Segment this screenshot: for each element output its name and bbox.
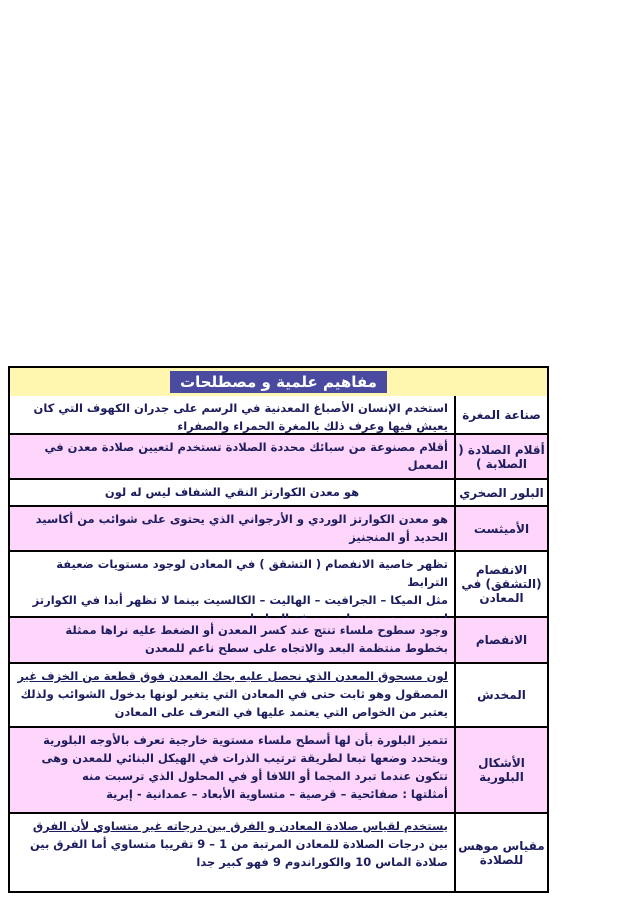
definition-line: استخدم الإنسان الأصباغ المعدنية في الرسم على جدران الكهوف التي كان (33, 401, 448, 415)
definition-cell (10, 728, 454, 812)
definition-cell (10, 435, 454, 478)
definition-line: أمثلتها : صفائحية – قرصية – متساوية الأبعاد – عمدانية - إبرية (106, 787, 448, 801)
definition-line: هو معدن الكوارتز الوردي و الأرجواني الذي يحتوى على شوائب من أكاسيد (35, 512, 448, 526)
definition-line: الحديد أو المنجنيز (349, 530, 448, 544)
definition-line: يعيش فيها وعرف ذلك بالمغرة الحمراء والصفراء (177, 419, 448, 433)
table-row (10, 552, 547, 618)
definition-line: بين درجات الصلادة للمعادن المرتبة من 1 – 9 تقريبا متساوي أما الفرق بين (29, 837, 448, 851)
term-cell: صناعة المغرة (454, 396, 547, 433)
definition-line: المعمل (407, 458, 448, 472)
definition-cell (10, 552, 454, 616)
table-row (10, 480, 547, 507)
definition-line: تتميز البلورة بأن لها أسطح ملساء مستوية خارجية تعرف بالأوجه البلورية (43, 733, 448, 747)
definition-cell (10, 507, 454, 550)
table-row (10, 435, 547, 480)
definition-cell (10, 396, 454, 433)
definition-line: يستخدم لقياس صلادة المعادن و الفرق بين درجاته غير متساوي لأن الفرق (32, 819, 448, 833)
definition-line: مثل الميكا – الجرافيت – الهاليت – الكالسيت بينما لا تظهر أبدا في الكوارتز (32, 593, 448, 607)
definition-line: المصقول وهو ثابت حتى في المعادن التي يتغير لونها بدخول الشوائب ولذلك (20, 687, 448, 701)
term-cell: المخدش (454, 664, 547, 726)
concepts-table (8, 366, 549, 893)
table-row (10, 664, 547, 728)
table-row (10, 396, 547, 435)
definition-cell (10, 480, 454, 505)
term-cell: أقلام الصلادة ( الصلابة ) (454, 435, 547, 478)
table-row (10, 507, 547, 552)
definition-line: صلادة الماس 10 والكوراندوم 9 فهو كبير جدا (196, 855, 448, 869)
term-cell: الأشكال البلورية (454, 728, 547, 812)
term-cell: الأميثست (454, 507, 547, 550)
term-cell: مقياس موهس للصلادة (454, 814, 547, 891)
table-row (10, 814, 547, 891)
term-cell: الانفصام (454, 618, 547, 662)
definition-line: لون مسحوق المعدن الذي نحصل عليه بحك المعدن فوق قطعة من الخزف غير (17, 669, 448, 683)
definition-line: تظهر خاصية الانفصام ( التشقق ) في المعادن لوجود مستويات ضعيفة الترابط (56, 557, 448, 589)
definition-cell (10, 618, 454, 662)
definition-line: ويتحدد وضعها تبعا لطريقة ترتيب الذرات في الهيكل البنائي للمعدن وهى (41, 751, 448, 765)
table-row (10, 618, 547, 664)
definition-line: وجود سطوح ملساء تنتج عند كسر المعدن أو الضغط عليه نراها ممثلة (65, 623, 448, 637)
table-header (10, 368, 547, 398)
table-title: مفاهيم علمية و مصطلحات (170, 371, 387, 393)
definition-line: أقلام مصنوعة من سبائك محددة الصلادة تستخدم لتعيين صلادة معدن في (44, 440, 448, 454)
definition-line: هو معدن الكوارتز النقي الشفاف ليس له لون (104, 485, 360, 499)
definition-cell (10, 814, 454, 891)
definition-line: يعتبر من الخواص التي يعتمد عليها في التعرف على المعادن (114, 705, 448, 719)
table-row (10, 728, 547, 814)
term-cell: البلور الصخري (454, 480, 547, 505)
term-cell: الانفصام (التشقق) في المعادن (454, 552, 547, 616)
definition-line: تتكون عندما تبرد المجما أو اللافا أو في المحلول الذي ترسبت منه (82, 769, 448, 783)
definition-cell (10, 664, 454, 726)
definition-line: بخطوط منتظمة البعد والاتجاه على سطح ناعم للمعدن (144, 641, 448, 655)
